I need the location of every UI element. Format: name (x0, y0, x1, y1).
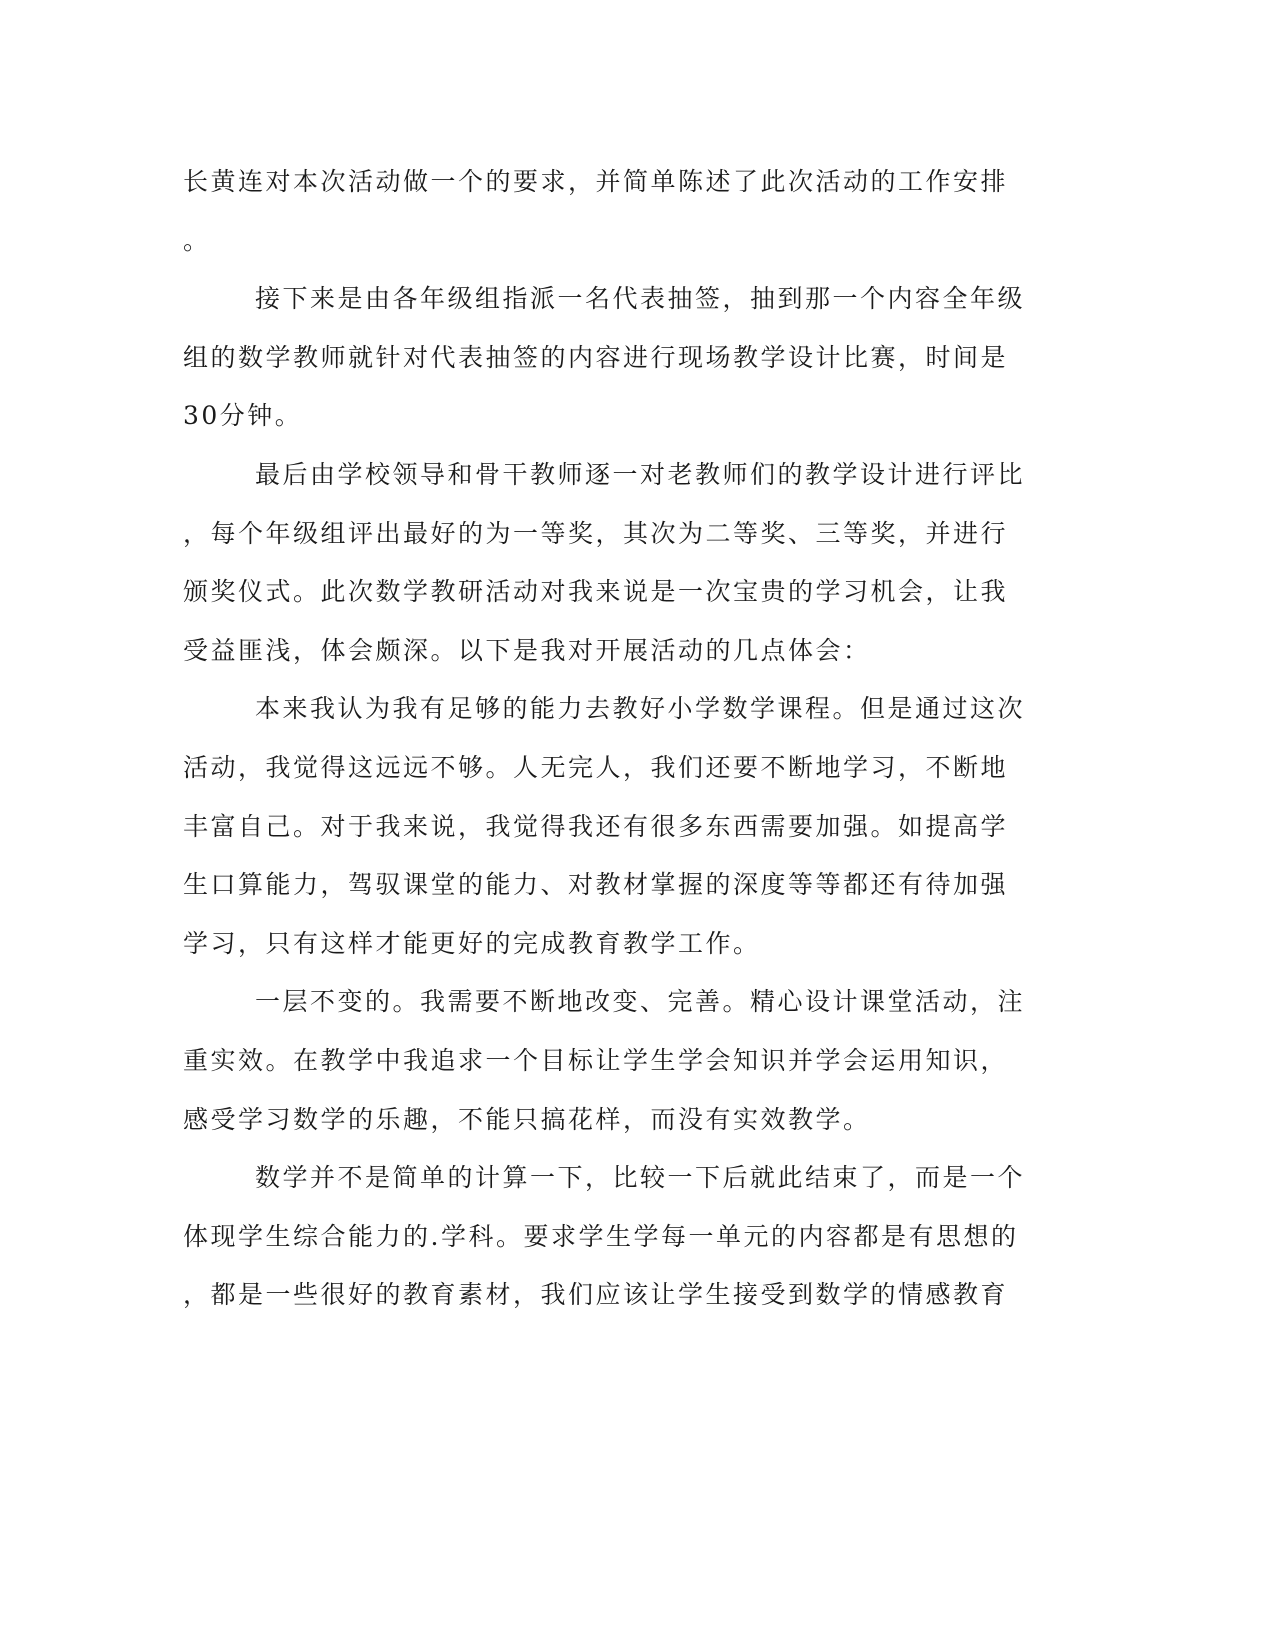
text-line: 颁奖仪式。此次数学教研活动对我来说是一次宝贵的学习机会，让我 (183, 577, 1009, 607)
text-line: 。 (183, 225, 211, 255)
text-line: 活动，我觉得这远远不够。人无完人，我们还要不断地学习，不断地 (183, 752, 1009, 782)
text-line: 组的数学教师就针对代表抽签的内容进行现场教学设计比赛，时间是 (183, 342, 1009, 372)
text-line: 长黄连对本次活动做一个的要求，并简单陈述了此次活动的工作安排 (183, 167, 1009, 196)
text-line: 感受学习数学的乐趣，不能只搞花样，而没有实效教学。 (183, 1104, 871, 1134)
text-line: 重实效。在教学中我追求一个目标让学生学会知识并学会运用知识， (183, 1045, 1009, 1075)
text-line: 丰富自己。对于我来说，我觉得我还有很多东西需要加强。如提高学 (183, 811, 1009, 841)
paragraph-start-line: 接下来是由各年级组指派一名代表抽签，抽到那一个内容全年级 (255, 284, 1026, 314)
paragraph-start-line: 本来我认为我有足够的能力去教好小学数学课程。但是通过这次 (255, 694, 1026, 724)
text-line: 受益匪浅，体会颇深。以下是我对开展活动的几点体会： (183, 635, 871, 665)
text-line: ，每个年级组评出最好的为一等奖，其次为二等奖、三等奖，并进行 (183, 518, 1009, 548)
text-line: 30分钟。 (183, 401, 303, 431)
body-text (183, 160, 1043, 1332)
text-line: 体现学生综合能力的.学科。要求学生学每一单元的内容都是有思想的 (183, 1221, 1019, 1251)
paragraph-start-line: 数学并不是简单的计算一下，比较一下后就此结束了，而是一个 (255, 1163, 1026, 1193)
paragraph-start-line: 最后由学校领导和骨干教师逐一对老教师们的教学设计进行评比 (255, 459, 1026, 489)
text-line: 学习，只有这样才能更好的完成教育教学工作。 (183, 928, 761, 958)
text-line: 生口算能力，驾驭课堂的能力、对教材掌握的深度等等都还有待加强 (183, 870, 1009, 900)
paragraph-start-line: 一层不变的。我需要不断地改变、完善。精心设计课堂活动，注 (255, 987, 1026, 1017)
text-line: ，都是一些很好的教育素材，我们应该让学生接受到数学的情感教育 (183, 1280, 1009, 1310)
